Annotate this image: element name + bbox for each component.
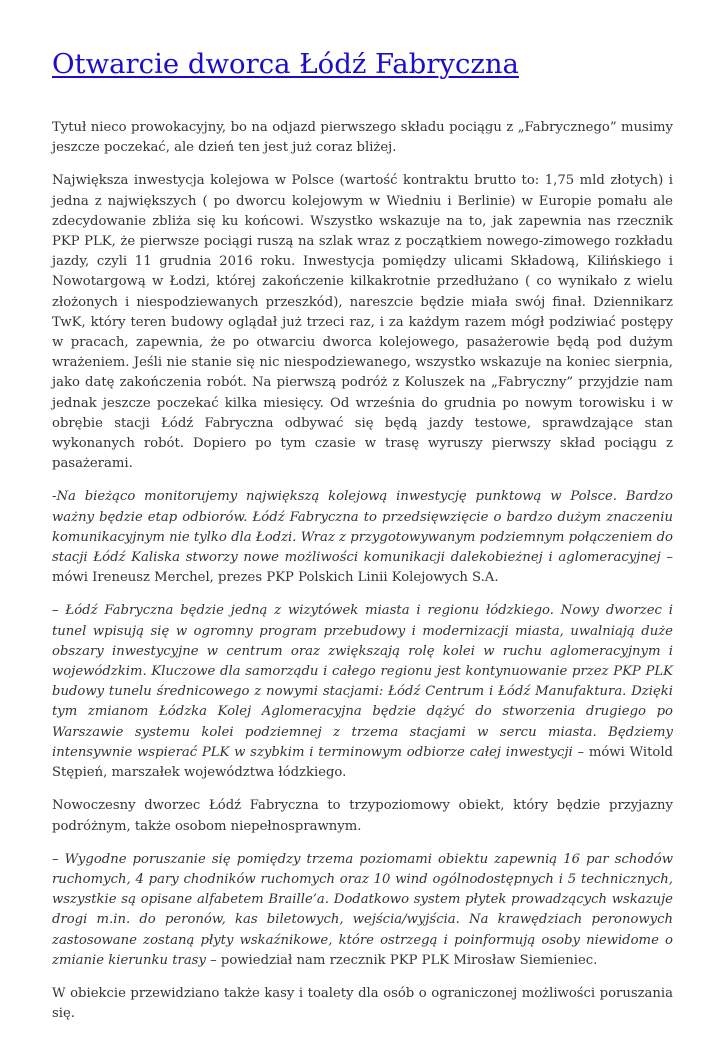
intro-paragraph: Tytuł nieco prowokacyjny, bo na odjazd pierwszego składu pociągu z „Fabrycznego” musimy jeszcze poczekać, ale dzień ten jest już coraz bliżej.	[52, 120, 673, 156]
body-paragraph: Największa inwestycja kolejowa w Polsce (wartość kontraktu brutto to: 1,75 mld złotych) i jedna z największych ( po dworcu kolejowym w Wiedniu i Berlinie) w Europie pomału ale zdecydowanie zbliża się ku końcowi. Wszystko wskazuje na to, jak zapewnia nas rzecznik PKP PLK, że pierwsze pociągi ruszą na szlak wraz z początkiem nowego-zimowego rozkładu jazdy, czyli 11 grudnia 2016 roku. Inwestycja pomiędzy ulicami Składową, Kilińskiego i Nowotargową w Łodzi, której zakończenie kilkakrotnie przedłużano ( co wynikało z wielu złożonych i niespodziewanych przeszkód), nareszcie będzie miała swój finał. Dziennikarz TwK, który teren budowy oglądał już trzeci raz, i za każdym razem mógł podziwiać postępy w pracach, zapewnia, że po otwarciu dworca kolejowego, pasażerowie będą pod dużym wrażeniem. Jeśli nie stanie się nic niespodziewanego, wszystko wskazuje na koniec sierpnia, jako datę zakończenia robót. Na pierwszą podróż z Koluszek na „Fabryczny” przyjdzie nam jednak jeszcze poczekać kilka miesięcy. Od września do grudnia po nowym torowisku i w obrębie stacji Łódź Fabryczna odbywać się będą jazdy testowe, sprawdzające stan wykonanych robót. Dopiero po tym czasie w trasę wyruszy pierwszy skład pociągu z pasażerami.	[52, 173, 673, 472]
article	[52, 44, 673, 1037]
quote-attribution: – mówi Ireneusz Merchel, prezes PKP Polskich Linii Kolejowych S.A.	[52, 550, 673, 586]
quote-text: -Na bieżąco monitorujemy największą kolejową inwestycję punktową w Polsce. Bardzo ważny będzie etap odbiorów. Łódź Fabryczna to przedsięwzięcie o bardzo dużym znaczeniu komunikacyjnym nie tylko dla Łodzi. Wraz z przygotowywanym podziemnym połączeniem do stacji Łódź Kaliska stworzy nowe możliwości komunikacji dalekobieżnej i aglomeracyjnej	[52, 489, 673, 566]
article-title	[52, 44, 673, 84]
quote-attribution: – mówi Witold Stępień, marszałek województwa łódzkiego.	[52, 744, 673, 781]
article-title-link[interactable]: Otwarcie dworca Łódź Fabryczna	[52, 48, 519, 80]
quote-text: – Łódź Fabryczna będzie jedną z wizytówek miasta i regionu łódzkiego. Nowy dworzec i tunel wpisują się w ogromny program przebudowy i modernizacji miasta, uwalniają duże obszary inwestycyjne w centrum oraz zwiększają rolę kolei w ruchu aglomeracyjnym i wojewódzkim. Kluczowe dla samorządu i całego regionu jest kontynuowanie przez PKP PLK budowy tunelu średnicowego z nowymi stacjami: Łódź Centrum i Łódź Manufaktura. Dzięki tym zmianom Łódzka Kolej Aglomeracyjna będzie dążyć do stworzenia drugiego po Warszawie systemu kolei podziemnej z trzema stacjami w sercu miasta. Będziemy intensywnie wspierać PLK w szybkim i terminowym odbiorze całej inwestycji	[52, 603, 673, 760]
body-paragraph: Nowoczesny dworzec Łódź Fabryczna to trzypoziomowy obiekt, który będzie przyjazny podróżnym, także osobom niepełnosprawnym.	[52, 798, 673, 834]
quote-paragraph-siemieniec	[52, 850, 673, 971]
quote-attribution: – powiedział nam rzecznik PKP PLK Mirosław Siemieniec.	[205, 952, 598, 968]
quote-text: – Wygodne poruszanie się pomiędzy trzema poziomami obiektu zapewnią 16 par schodów ruchomych, 4 pary chodników ruchomych oraz 10 wind ogólnodostępnych i 5 technicznych, wszystkie są opisane alfabetem Braille’a. Dodatkowo system płytek prowadzących wskazuje drogi m.in. do peronów, kas biletowych, wejścia/wyjścia. Na krawędziach peronowych zastosowane zostaną płyty wskaźnikowe, które ostrzegą i poinformują osoby niewidome o zmianie kierunku trasy	[52, 851, 673, 968]
quote-paragraph-merchel	[52, 487, 673, 588]
body-paragraph: W obiekcie przewidziano także kasy i toalety dla osób o ograniczonej możliwości poruszania się.	[52, 985, 673, 1022]
quote-paragraph-stepien	[52, 601, 673, 783]
